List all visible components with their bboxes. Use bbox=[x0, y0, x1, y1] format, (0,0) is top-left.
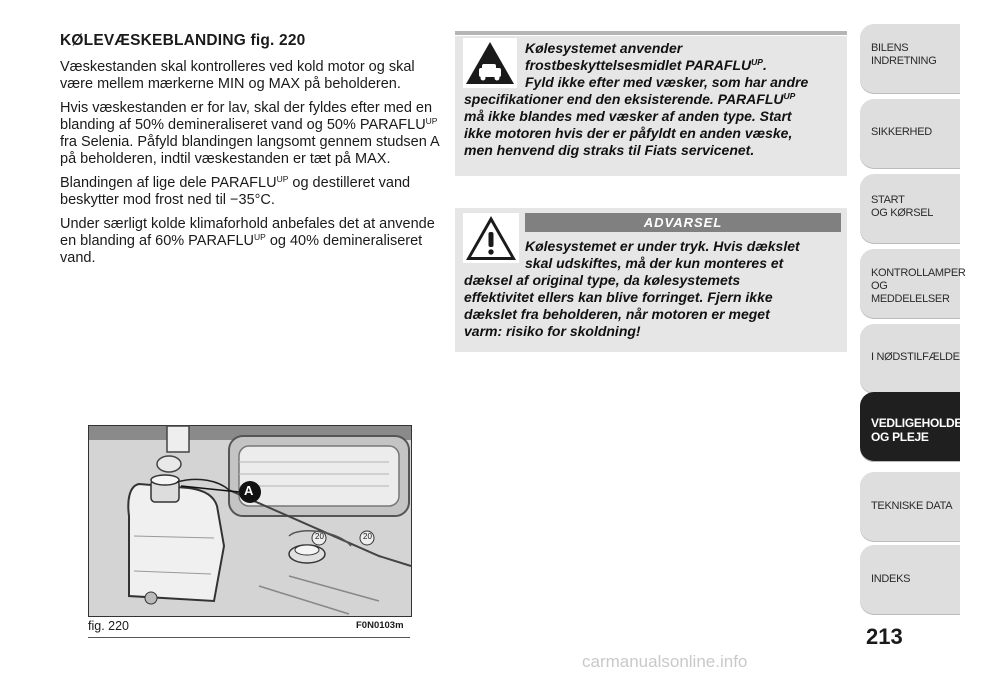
coolant-line-4 bbox=[464, 91, 795, 108]
pressure-line-6: varm: risiko for skoldning! bbox=[464, 323, 641, 339]
tab-label-line2: OG KØRSEL bbox=[871, 207, 934, 219]
tab-label-line1: VEDLIGEHOLDELSE bbox=[871, 416, 985, 430]
watermark: carmanualsonline.info bbox=[582, 652, 748, 671]
tab-label-line2: OG MEDDELELSER bbox=[871, 280, 950, 305]
tab-label-line2: OG PLEJE bbox=[871, 430, 929, 444]
tab-label-line1: INDEKS bbox=[871, 573, 911, 585]
tab-i-nodstilfaelde[interactable] bbox=[860, 324, 960, 394]
car-warning-icon bbox=[463, 38, 517, 88]
sup-up: UP bbox=[254, 232, 266, 242]
warning-title-bar: ADVARSEL bbox=[525, 213, 841, 232]
caption-rule bbox=[88, 637, 410, 638]
coolant-line-6: ikke motoren hvis der er påfyldt en anden væske, bbox=[464, 125, 793, 141]
page-number: 213 bbox=[866, 624, 903, 649]
engine-bay-figure bbox=[88, 425, 412, 617]
warning-icon-tile bbox=[463, 213, 519, 263]
tab-sikkerhed[interactable] bbox=[860, 99, 960, 169]
sup-up: UP bbox=[783, 91, 796, 101]
tab-label-line1: KONTROLLAMPER bbox=[871, 267, 966, 279]
sup-up: UP bbox=[751, 57, 763, 67]
section-heading: KØLEVÆSKEBLANDING fig. 220 bbox=[60, 32, 306, 49]
coolant-line-4-a: specifikationer end den eksisterende. PARAFLU bbox=[464, 91, 784, 107]
sup-up: UP bbox=[276, 174, 289, 184]
tab-start-og-korsel[interactable] bbox=[860, 174, 960, 244]
cold-text-a: Under særligt kolde klimaforhold anbefales det at anvende en blanding af 60% PARAFLU bbox=[60, 216, 435, 249]
pressure-line-1: Kølesystemet er under tryk. Hvis dækslet bbox=[525, 238, 800, 254]
tab-label-line1: TEKNISKE DATA bbox=[871, 500, 953, 512]
coolant-line-5: må ikke blandes med væsker af anden type. Start bbox=[464, 108, 792, 124]
paragraph-refill bbox=[60, 100, 440, 168]
tab-label-line1: BILENS bbox=[871, 42, 909, 54]
sup-up: UP bbox=[425, 116, 438, 126]
warning-triangle-icon bbox=[463, 213, 519, 263]
tab-kontrollamper[interactable] bbox=[860, 249, 966, 319]
box-top-rule bbox=[455, 31, 847, 35]
paragraph-level-check: Væskestanden skal kontrolleres ved kold motor og skal være mellem mærkerne MIN og MAX på beholderen. bbox=[60, 59, 415, 92]
figure-code: F0N0103m bbox=[356, 620, 404, 631]
cap-mark-1: 20 bbox=[315, 532, 324, 541]
pressure-line-5: dækslet fra beholderen, når motoren er meget bbox=[464, 306, 770, 322]
coolant-line-2 bbox=[525, 57, 767, 74]
paragraph-frost bbox=[60, 175, 440, 209]
pressure-line-4: effektivitet ellers kan blive forringet. Fjern ikke bbox=[464, 289, 773, 305]
refill-text-a: Hvis væskestanden er for lav, skal der fyldes efter med en blanding af 50% demineraliseret vand og 50% PARAFLU bbox=[60, 100, 433, 133]
car-warning-icon-tile bbox=[463, 38, 517, 88]
tab-label-line1: I NØDSTILFÆLDE bbox=[871, 351, 960, 363]
frost-text-b: og destilleret vand beskytter mod frost ned til −35°C. bbox=[60, 175, 411, 208]
cap-mark-2: 20 bbox=[363, 532, 372, 541]
tab-label-line2: INDRETNING bbox=[871, 55, 937, 67]
coolant-line-7: men henvend dig straks til Fiats servicenet. bbox=[464, 142, 755, 158]
tab-tekniske-data[interactable] bbox=[860, 472, 960, 542]
callout-label-a: A bbox=[244, 483, 254, 498]
coolant-line-2-a: frostbeskyttelsesmidlet PARAFLU bbox=[525, 57, 752, 73]
main-text-column bbox=[60, 32, 440, 274]
tab-bilens-indretning[interactable] bbox=[860, 24, 960, 94]
coolant-line-2-b: . bbox=[762, 57, 767, 73]
paragraph-cold-climate bbox=[60, 216, 440, 267]
refill-text-b: fra Selenia. Påfyld blandingen langsomt gennem studsen A på beholderen, indtil væskestanden er tæt på MAX. bbox=[60, 134, 439, 167]
coolant-line-3: Fyld ikke efter med væsker, som har andre bbox=[525, 74, 809, 90]
tab-label-line1: SIKKERHED bbox=[871, 126, 932, 138]
callout-line bbox=[89, 426, 411, 616]
tab-vedligeholdelse[interactable] bbox=[860, 392, 985, 462]
frost-text-a: Blandingen af lige dele PARAFLU bbox=[60, 175, 277, 191]
pressure-line-2: skal udskiftes, må der kun monteres et bbox=[525, 255, 784, 271]
cold-text-b: og 40% demineraliseret vand. bbox=[60, 233, 423, 266]
coolant-line-1: Kølesystemet anvender bbox=[525, 40, 683, 56]
tab-indeks[interactable] bbox=[860, 545, 960, 615]
pressure-line-3: dæksel af original type, da kølesystemets bbox=[464, 272, 741, 288]
tab-label-line1: START bbox=[871, 194, 905, 206]
figure-caption: fig. 220 bbox=[88, 619, 130, 633]
